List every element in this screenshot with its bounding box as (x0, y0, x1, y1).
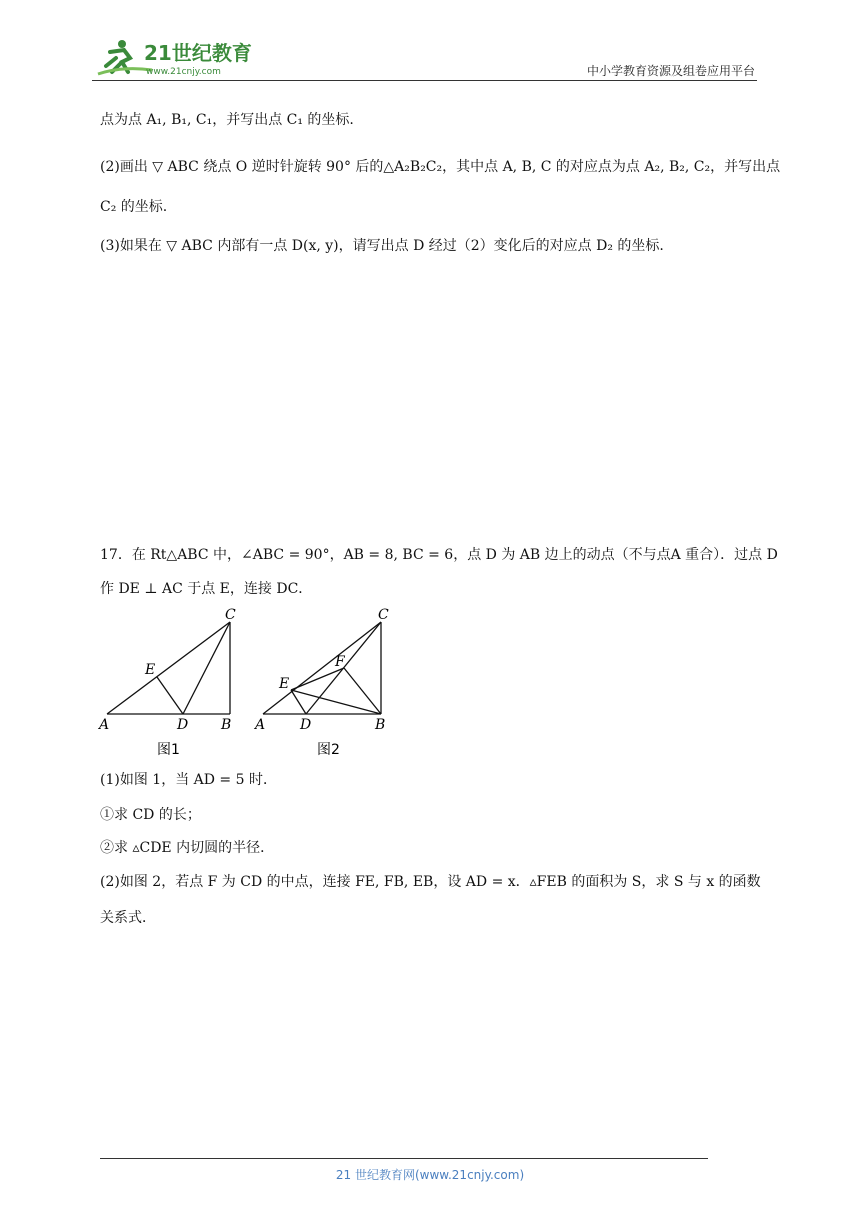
problem-17-part-1-q1: ①求 CD 的长； (100, 807, 201, 823)
fig1-caption: 图1 (157, 742, 180, 758)
fig1-label-E: E (145, 662, 156, 678)
text-line-3: C₂ 的坐标. (100, 199, 168, 215)
fig2-label-C: C (378, 607, 389, 623)
fig2-label-B: B (375, 717, 386, 733)
figure-2 (263, 622, 381, 714)
fig2-label-F: F (335, 654, 345, 670)
text-line-2: (2)画出 ▽ ABC 绕点 O 逆时针旋转 90° 后的△A₂B₂C₂，其中点 A, B, C 的对应点为点 A₂, B₂, C₂，并写出点 (100, 159, 781, 175)
problem-17-part-1-q2: ②求 ▵CDE 内切圆的半径． (100, 840, 275, 856)
text-line-4: (3)如果在 ▽ ABC 内部有一点 D(x, y)，请写出点 D 经过（2）变化后的对应点 D₂ 的坐标. (100, 238, 664, 254)
figures-area (95, 602, 405, 762)
logo-url: www.21cnjy.com (146, 67, 221, 77)
header-divider (92, 80, 757, 81)
problem-17-part-2-line-2: 关系式． (100, 910, 156, 926)
fig2-label-D: D (300, 717, 312, 733)
figure-1 (107, 622, 230, 714)
text-line-1: 点为点 A₁, B₁, C₁，并写出点 C₁ 的坐标. (100, 112, 354, 128)
footer-text[interactable]: 21 世纪教育网(www.21cnjy.com) (335, 1168, 525, 1182)
fig1-label-B: B (221, 717, 232, 733)
footer-divider (100, 1158, 708, 1159)
problem-17-line-2: 作 DE ⊥ AC 于点 E，连接 DC． (100, 581, 313, 597)
logo-text: 21世纪教育 (144, 41, 252, 65)
site-logo (92, 36, 262, 78)
header-platform-text: 中小学教育资源及组卷应用平台 (586, 64, 755, 78)
problem-17-part-1: (1)如图 1，当 AD = 5 时． (100, 772, 277, 788)
fig2-label-E: E (279, 676, 290, 692)
problem-17-part-2-line-1: (2)如图 2，若点 F 为 CD 的中点，连接 FE, FB, EB，设 AD = x．▵FEB 的面积为 S，求 S 与 x 的函数 (100, 874, 761, 890)
fig2-caption: 图2 (317, 742, 340, 758)
fig1-label-C: C (225, 607, 236, 623)
fig1-label-A: A (99, 717, 110, 733)
problem-17-line-1: 17．在 Rt△ABC 中，∠ABC = 90°，AB = 8, BC = 6，点 D 为 AB 边上的动点（不与点A 重合）．过点 D (100, 547, 778, 563)
fig2-label-A: A (255, 717, 266, 733)
fig1-label-D: D (177, 717, 189, 733)
